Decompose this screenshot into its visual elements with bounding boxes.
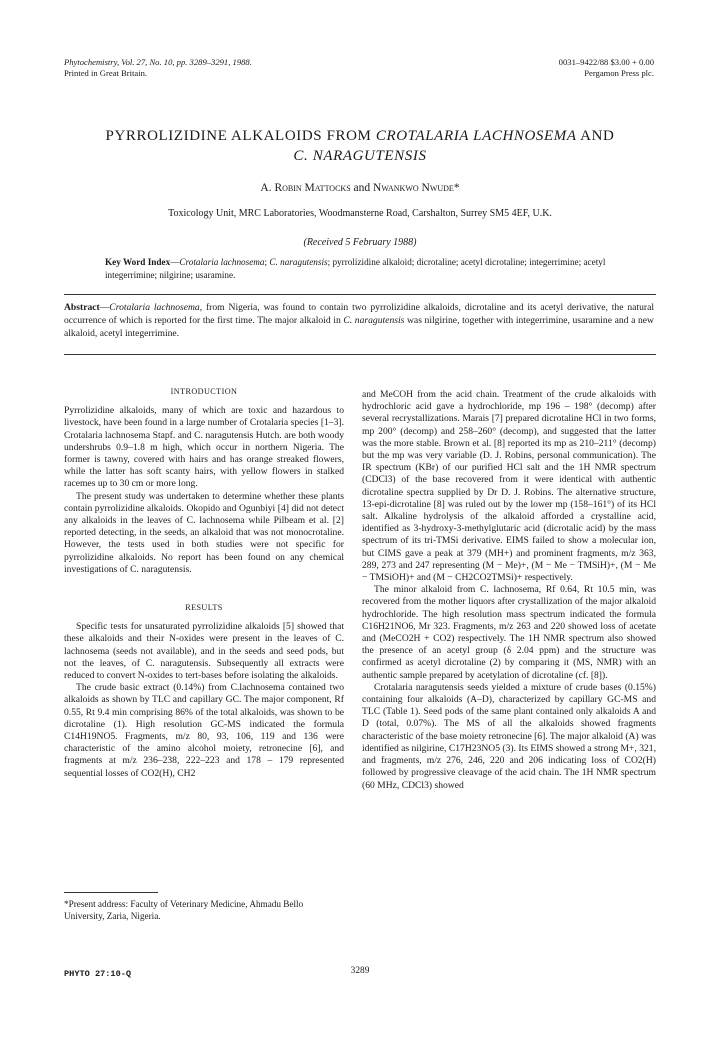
right-column xyxy=(362,389,656,792)
keyword-label: Key Word Index xyxy=(105,257,171,267)
abstract-rule-top xyxy=(64,294,656,295)
affiliation: Toxicology Unit, MRC Laboratories, Woodmansterne Road, Carshalton, Surrey SM5 4EF, U.K. xyxy=(168,208,552,219)
keyword-dash: — xyxy=(170,257,180,267)
keyword-species-2: C. naragutensis xyxy=(269,257,328,267)
journal-citation: Phytochemistry, Vol. 27, No. 10, pp. 3289–3291, 1988. xyxy=(64,57,252,67)
results-paragraph-2: The crude basic extract (0.14%) from C.lachnosema contained two alkaloids as shown by TLC and capillary GC. The major component, Rf 0.55, Rt 9.4 min comprising 86% of the total alkaloids, was shown to be dicrotaline (1). High resolution GC-MS indicated the formula C14H19NO5. Fragments, m/z 80, 93, 106, 119 and 136 were characteristic of the amino alcohol moiety, retronecine [6], and fragments at m/z 236–238, 222–223 and 178 – 179 represented sequential losses of CO2(H), CH2 xyxy=(64,682,344,779)
page-number: 3289 xyxy=(350,966,370,976)
left-column xyxy=(64,386,344,780)
abstract-species-2: C. naragutensis xyxy=(343,315,405,326)
footnote-rule xyxy=(64,892,158,893)
price-code: 0031–9422/88 $3.00 + 0.00 xyxy=(558,57,654,67)
author-and: and xyxy=(350,182,374,194)
keyword-sep: ; xyxy=(264,257,270,267)
right-paragraph-3: Crotalaria naragutensis seeds yielded a mixture of crude bases (0.15%) containing four alkaloids (A–D), characterized by capillary GC-MS and TLC (Table 1). Seed pods of the same plant contained only alkaloids A and D (total, 0.07%). The MS of all the alkaloids showed fragments characteristic of the base moiety retronecine [6]. The major alkaloid (A) was identified as nilgirine, C17H23NO5 (3). Its EIMS showed a strong M+, 321, and fragments, m/z 276, 246, 220 and 206 indicating loss of CO2(H) followed by progressive cleavage of the acid chain. The 1H NMR spectrum (60 MHz, CDCl3) showed xyxy=(362,681,656,791)
abstract-text-1: , from Nigeria, was found to contain two pyrrolizidine alkaloids, dicrotaline and its acetyl derivative, the natural occurrence of which is reported for the first time. The major alkaloid in xyxy=(64,302,654,326)
running-header-right xyxy=(559,57,654,79)
running-header-left xyxy=(64,57,252,79)
footnote: *Present address: Faculty of Veterinary Medicine, Ahmadu Bello University, Zaria, Nigeria. xyxy=(64,899,304,921)
results-paragraph-1: Specific tests for unsaturated pyrrolizidine alkaloids [5] showed that these alkaloids and their N-oxides were present in the leaves of C. lachnosema (seeds not available), and in the seeds and seed pods, but not the leaves, of C. naragutensis. Subsequently all extracts were reduced to convert N-oxides to tert-bases before isolating the alkaloids. xyxy=(64,621,344,682)
abstract xyxy=(64,301,654,340)
title-part-and: AND xyxy=(576,128,615,144)
print-code: PHYTO 27:10-Q xyxy=(64,969,132,979)
right-paragraph-2: The minor alkaloid from C. lachnosema, Rf 0.64, Rt 10.5 min, was recovered from the mother liquors after crystallization of the major alkaloid hydrochloride. The high resolution mass spectrum indicated the formula C16H21NO6, Mr 323. Fragments, m/z 263 and 220 showed loss of acetate and (MeCO2H + CO2) respectively. The 1H NMR spectrum also showed the presence of an acetyl group (δ 2.04 ppm) and the structure was confirmed as acetyl dicrotaline (2) by comparing it (MS, NMR) with an authentic sample prepared by acetylation of dicrotaline (cf. [8]). xyxy=(362,584,656,681)
abstract-text-2: was nilgirine, together with integerrimine, usaramine and a new alkaloid, acetyl integerrimine. xyxy=(64,315,654,339)
abstract-dash: — xyxy=(99,302,110,313)
introduction-paragraph-1: Pyrrolizidine alkaloids, many of which are toxic and hazardous to livestock, have been found in a large number of Crotalaria species [1–3]. Crotalaria lachnosema Stapf. and C. naragutensis Hutch. are both woody undershrubs 0.9–1.8 m high, which occur in northern Nigeria. The former is tawny, covered with hairs and has orange streaked flowers, while the latter has soft scanty hairs, with yellow flowers in stalked racemes up to 30 cm or more long. xyxy=(64,405,344,490)
title-line-2: C. NARAGUTENSIS xyxy=(293,148,427,164)
title-line-1 xyxy=(40,126,680,146)
author-line xyxy=(0,182,720,194)
abstract-species-1: Crotalaria lachnosema xyxy=(109,302,200,313)
results-heading: RESULTS xyxy=(185,603,223,613)
paper-title xyxy=(40,126,680,166)
keyword-index xyxy=(105,256,625,282)
right-paragraph-1: and MeCOH from the acid chain. Treatment of the crude alkaloids with hydrochloric acid gave a hydrochloride, mp 196 – 198° (decomp) after several recrystallizations. Marais [7] prepared dicrotaline HCl in two forms, mp 200° (decomp) and 258–260° (decomp), and suggested that the latter was the more stable. Brown et al. [8] reported its mp as 210–211° (decomp) but the mp was very variable (D. J. Robins, personal communication). The IR spectrum (KBr) of our purified HCl salt and the 1H NMR spectrum (CDCl3) of the base recovered from it were identical with authentic dicrotaline spectra supplied by Dr D. J. Robins. The alternative structure, 13-epi-dicrotaline [8] was ruled out by the lower mp (158–161°) of its HCl salt. Alkaline hydrolysis of the alkaloid afforded a crystalline acid, identified as 3-hydroxy-3-methylglutaric acid (dicrotalic acid) by the mass spectrum of its tri-TMSi derivative. EIMS failed to show a molecular ion, but CIMS gave a peak at 379 (MH+) and prominent fragments, m/z 363, 289, 273 and 247 representing (M − Me)+, (M − Me − TMSiH)+, (M − Me − TMSiOH)+ and (M − CH2CO2TMSi)+ respectively. xyxy=(362,389,656,584)
received-date: (Received 5 February 1988) xyxy=(303,237,417,248)
author-1: A. Robin Mattocks xyxy=(260,182,351,194)
title-part-a: PYRROLIZIDINE ALKALOIDS FROM xyxy=(105,128,376,144)
printed-in: Printed in Great Britain. xyxy=(64,68,148,78)
introduction-heading: INTRODUCTION xyxy=(170,387,238,396)
abstract-rule-bottom xyxy=(64,354,656,355)
publisher: Pergamon Press plc. xyxy=(584,68,654,78)
keyword-species-1: Crotalaria lachnosema xyxy=(179,257,265,267)
introduction-paragraph-2: The present study was undertaken to determine whether these plants contain pyrrolizidine alkaloids. Okopido and Ogunbiyi [4] did not detect any alkaloids in the leaves of C. lachnosema while Pilbeam et al. [2] reported detecting, in the seeds, an alkaloid that was not monocrotaline. However, the tests used in both studies were not specific for pyrrolizidine alkaloids. No report has been found on any chemical investigations of C. naragutensis. xyxy=(64,490,344,575)
abstract-label: Abstract xyxy=(64,302,100,313)
keyword-list: ; pyrrolizidine alkaloid; dicrotaline; acetyl dicrotaline; integerrimine; acetyl integerrimine; nilgirine; usaramine. xyxy=(105,257,606,280)
title-part-species: CROTALARIA LACHNOSEMA xyxy=(375,128,577,144)
author-2: Nwankwo Nwude* xyxy=(373,182,460,194)
